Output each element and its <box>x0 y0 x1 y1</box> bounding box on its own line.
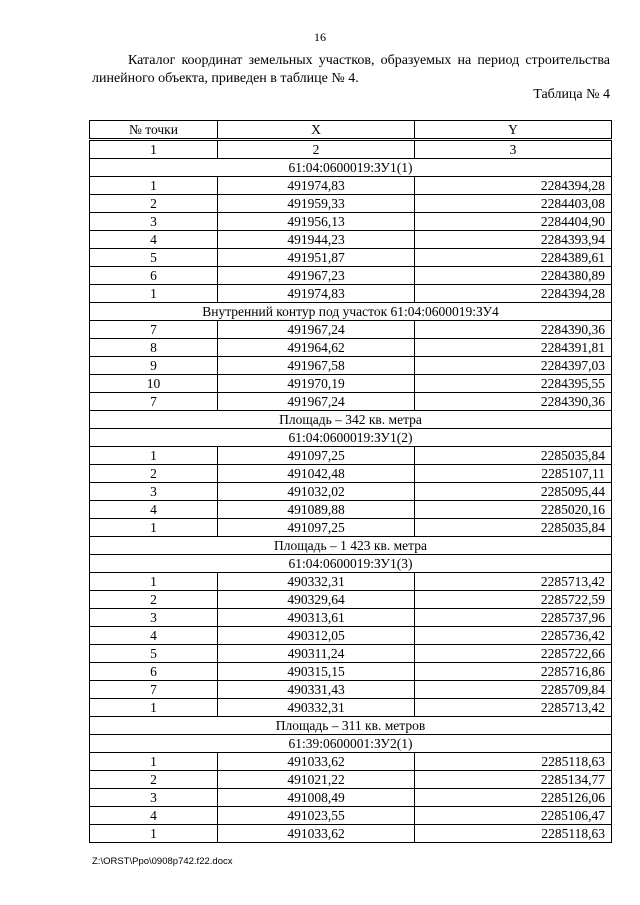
x-coordinate-cell: 491964,62 <box>218 339 415 357</box>
y-coordinate-cell: 2285126,06 <box>415 789 612 807</box>
y-coordinate-cell: 2284393,94 <box>415 231 612 249</box>
point-number-cell: 1 <box>90 573 218 591</box>
table-row <box>90 807 612 825</box>
point-number-cell: 3 <box>90 609 218 627</box>
point-number-cell: 3 <box>90 483 218 501</box>
x-coordinate-cell: 490332,31 <box>218 699 415 717</box>
column-number: 3 <box>415 140 612 159</box>
table-row <box>90 357 612 375</box>
y-coordinate-cell: 2285118,63 <box>415 753 612 771</box>
point-number-cell: 4 <box>90 807 218 825</box>
table-row <box>90 501 612 519</box>
table-row <box>90 483 612 501</box>
x-coordinate-cell: 490331,43 <box>218 681 415 699</box>
table-row <box>90 231 612 249</box>
x-coordinate-cell: 491959,33 <box>218 195 415 213</box>
coordinates-table <box>89 120 612 843</box>
y-coordinate-cell: 2285722,66 <box>415 645 612 663</box>
point-number-cell: 4 <box>90 501 218 519</box>
page-number: 16 <box>314 30 326 44</box>
table-row <box>90 465 612 483</box>
x-coordinate-cell: 490329,64 <box>218 591 415 609</box>
x-coordinate-cell: 491008,49 <box>218 789 415 807</box>
section-title: Внутренний контур под участок 61:04:0600019:ЗУ4 <box>90 303 612 321</box>
point-number-cell: 4 <box>90 231 218 249</box>
point-number-cell: 1 <box>90 825 218 843</box>
point-number-cell: 3 <box>90 789 218 807</box>
header-x: X <box>218 121 415 140</box>
x-coordinate-cell: 491970,19 <box>218 375 415 393</box>
y-coordinate-cell: 2285709,84 <box>415 681 612 699</box>
section-title: 61:04:0600019:ЗУ1(2) <box>90 429 612 447</box>
x-coordinate-cell: 491097,25 <box>218 447 415 465</box>
x-coordinate-cell: 491967,24 <box>218 393 415 411</box>
table-row <box>90 771 612 789</box>
table-row <box>90 627 612 645</box>
x-coordinate-cell: 491967,24 <box>218 321 415 339</box>
point-number-cell: 1 <box>90 699 218 717</box>
point-number-cell: 3 <box>90 213 218 231</box>
column-number: 2 <box>218 140 415 159</box>
y-coordinate-cell: 2284389,61 <box>415 249 612 267</box>
x-coordinate-cell: 491974,83 <box>218 177 415 195</box>
y-coordinate-cell: 2284390,36 <box>415 393 612 411</box>
y-coordinate-cell: 2284395,55 <box>415 375 612 393</box>
table-row <box>90 825 612 843</box>
x-coordinate-cell: 490312,05 <box>218 627 415 645</box>
point-number-cell: 9 <box>90 357 218 375</box>
point-number-cell: 5 <box>90 645 218 663</box>
table-row <box>90 645 612 663</box>
section-row <box>90 411 612 429</box>
table-row <box>90 393 612 411</box>
y-coordinate-cell: 2285722,59 <box>415 591 612 609</box>
y-coordinate-cell: 2285020,16 <box>415 501 612 519</box>
y-coordinate-cell: 2284394,28 <box>415 177 612 195</box>
section-title: 61:39:0600001:ЗУ2(1) <box>90 735 612 753</box>
x-coordinate-cell: 491974,83 <box>218 285 415 303</box>
table-row <box>90 213 612 231</box>
point-number-cell: 1 <box>90 285 218 303</box>
table-caption: Таблица № 4 <box>533 87 610 102</box>
table-row <box>90 609 612 627</box>
table-row <box>90 519 612 537</box>
y-coordinate-cell: 2284404,90 <box>415 213 612 231</box>
section-row <box>90 735 612 753</box>
section-row <box>90 303 612 321</box>
y-coordinate-cell: 2284391,81 <box>415 339 612 357</box>
x-coordinate-cell: 491967,58 <box>218 357 415 375</box>
header-point: № точки <box>90 121 218 140</box>
x-coordinate-cell: 491033,62 <box>218 825 415 843</box>
y-coordinate-cell: 2285095,44 <box>415 483 612 501</box>
y-coordinate-cell: 2284390,36 <box>415 321 612 339</box>
x-coordinate-cell: 490315,15 <box>218 663 415 681</box>
point-number-cell: 7 <box>90 681 218 699</box>
point-number-cell: 1 <box>90 447 218 465</box>
x-coordinate-cell: 491023,55 <box>218 807 415 825</box>
x-coordinate-cell: 490311,24 <box>218 645 415 663</box>
table-row <box>90 177 612 195</box>
table-row <box>90 789 612 807</box>
table-row <box>90 663 612 681</box>
table-row <box>90 249 612 267</box>
table-row <box>90 591 612 609</box>
y-coordinate-cell: 2285035,84 <box>415 519 612 537</box>
table-row <box>90 447 612 465</box>
x-coordinate-cell: 491967,23 <box>218 267 415 285</box>
y-coordinate-cell: 2285118,63 <box>415 825 612 843</box>
y-coordinate-cell: 2285736,42 <box>415 627 612 645</box>
y-coordinate-cell: 2284394,28 <box>415 285 612 303</box>
y-coordinate-cell: 2284397,03 <box>415 357 612 375</box>
table-row <box>90 573 612 591</box>
section-row <box>90 429 612 447</box>
point-number-cell: 6 <box>90 663 218 681</box>
point-number-cell: 2 <box>90 195 218 213</box>
y-coordinate-cell: 2285107,11 <box>415 465 612 483</box>
table-header-row <box>90 121 612 140</box>
section-title: Площадь – 1 423 кв. метра <box>90 537 612 555</box>
table-row <box>90 375 612 393</box>
section-title: Площадь – 311 кв. метров <box>90 717 612 735</box>
point-number-cell: 1 <box>90 177 218 195</box>
point-number-cell: 6 <box>90 267 218 285</box>
point-number-cell: 7 <box>90 393 218 411</box>
table-row <box>90 195 612 213</box>
table-row <box>90 699 612 717</box>
section-title: 61:04:0600019:ЗУ1(3) <box>90 555 612 573</box>
table-row <box>90 681 612 699</box>
x-coordinate-cell: 491032,02 <box>218 483 415 501</box>
y-coordinate-cell: 2285106,47 <box>415 807 612 825</box>
section-row <box>90 159 612 177</box>
x-coordinate-cell: 491021,22 <box>218 771 415 789</box>
intro-paragraph: Каталог координат земельных участков, образуемых на период строительства линейного объекта, приведен в таблице № 4. <box>92 53 610 86</box>
column-number: 1 <box>90 140 218 159</box>
point-number-cell: 7 <box>90 321 218 339</box>
y-coordinate-cell: 2285713,42 <box>415 699 612 717</box>
table-body <box>90 159 612 843</box>
point-number-cell: 8 <box>90 339 218 357</box>
y-coordinate-cell: 2285716,86 <box>415 663 612 681</box>
column-number-row <box>90 140 612 159</box>
table-row <box>90 339 612 357</box>
table-row <box>90 753 612 771</box>
header-y: Y <box>415 121 612 140</box>
table-row <box>90 321 612 339</box>
point-number-cell: 2 <box>90 465 218 483</box>
table-row <box>90 267 612 285</box>
section-row <box>90 537 612 555</box>
point-number-cell: 10 <box>90 375 218 393</box>
x-coordinate-cell: 491956,13 <box>218 213 415 231</box>
x-coordinate-cell: 491097,25 <box>218 519 415 537</box>
section-title: Площадь – 342 кв. метра <box>90 411 612 429</box>
point-number-cell: 4 <box>90 627 218 645</box>
table-row <box>90 285 612 303</box>
section-row <box>90 717 612 735</box>
footer-file-path: Z:\ORST\Ppo\0908p742.f22.docx <box>92 856 233 867</box>
point-number-cell: 2 <box>90 591 218 609</box>
point-number-cell: 2 <box>90 771 218 789</box>
x-coordinate-cell: 491033,62 <box>218 753 415 771</box>
point-number-cell: 5 <box>90 249 218 267</box>
x-coordinate-cell: 491944,23 <box>218 231 415 249</box>
section-title: 61:04:0600019:ЗУ1(1) <box>90 159 612 177</box>
section-row <box>90 555 612 573</box>
point-number-cell: 1 <box>90 519 218 537</box>
point-number-cell: 1 <box>90 753 218 771</box>
y-coordinate-cell: 2285134,77 <box>415 771 612 789</box>
y-coordinate-cell: 2284380,89 <box>415 267 612 285</box>
x-coordinate-cell: 491042,48 <box>218 465 415 483</box>
x-coordinate-cell: 490332,31 <box>218 573 415 591</box>
x-coordinate-cell: 490313,61 <box>218 609 415 627</box>
x-coordinate-cell: 491089,88 <box>218 501 415 519</box>
y-coordinate-cell: 2285713,42 <box>415 573 612 591</box>
x-coordinate-cell: 491951,87 <box>218 249 415 267</box>
y-coordinate-cell: 2284403,08 <box>415 195 612 213</box>
y-coordinate-cell: 2285737,96 <box>415 609 612 627</box>
y-coordinate-cell: 2285035,84 <box>415 447 612 465</box>
